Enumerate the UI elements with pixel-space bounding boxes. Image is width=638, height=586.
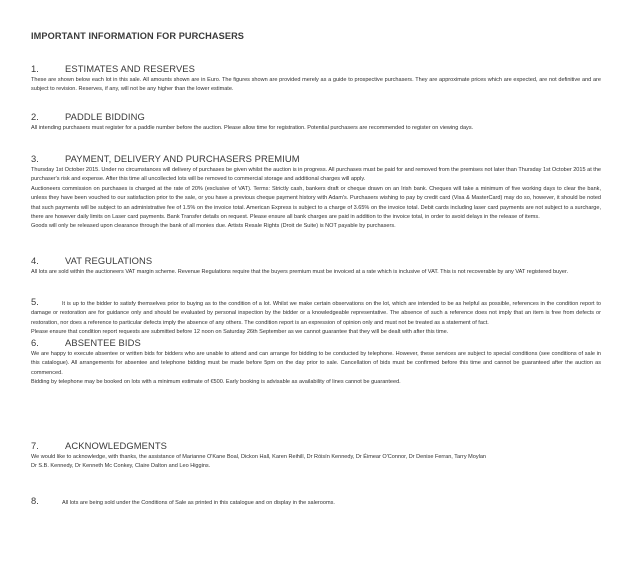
section-number: 7. xyxy=(31,440,39,451)
section-paddle-bidding xyxy=(31,111,601,133)
section-number: 5. xyxy=(31,296,39,307)
section-title: VAT REGULATIONS xyxy=(65,255,153,266)
paragraph xyxy=(31,496,601,508)
paragraph: All intending purchasers must register for a paddle number before the auction. Please allow time for registration. Potential purchasers are recommended to register on viewing days. xyxy=(31,125,474,131)
section-title: ACKNOWLEDGMENTS xyxy=(65,440,168,451)
section-acknowledgments xyxy=(31,440,601,472)
section-body xyxy=(31,350,601,388)
paragraph: All lots are sold within the auctioneers VAT margin scheme. Revenue Regulations require that the buyers premium must be invoiced at a rate which is inclusive of VAT. This is not recoverable by any VAT registered buyer. xyxy=(31,269,569,275)
section-heading xyxy=(31,255,601,267)
section-condition-reports xyxy=(31,297,601,338)
section-heading xyxy=(31,63,601,75)
paragraph: Thursday 1st October 2015. Under no circumstances will delivery of purchases be given whilst the auction is in progress. All purchases must be paid for and removed from the premises not later than Thursday 1st October 2015 at the purchaser's risk and expense. After this time all uncollected lots will be removed to commercial storage and additional charges will apply. xyxy=(31,167,601,183)
section-heading xyxy=(31,337,601,349)
section-number: 2. xyxy=(31,111,39,122)
paragraph-text: All lots are being sold under the Conditions of Sale as printed in this catalogue and on display in the salerooms. xyxy=(62,500,335,506)
document-page xyxy=(31,30,601,42)
paragraph: Dr S.B. Kennedy, Dr Kenneth Mc Conkey, Claire Dalton and Leo Higgins. xyxy=(31,463,211,470)
section-number: 3. xyxy=(31,153,39,164)
section-number: 1. xyxy=(31,63,39,74)
paragraph-text: It is up to the bidder to satisfy themselves prior to buying as to the condition of a lot. Whilst we make certain observations on the lot, which are intended to be as helpful as possible, references in the condition report to damage or restoration are for guidance only and should be evaluated by personal inspection by the bidder or a knowledgeable representative. The absence of such a reference does not imply that an item is free from defects or restoration, nor does a reference to particular defects imply the absence of any others. The condition report is an expression of opinion only and must not be treated as a statement of fact. xyxy=(31,301,601,326)
section-body xyxy=(31,268,601,277)
section-number: 4. xyxy=(31,255,39,266)
section-body xyxy=(31,297,601,338)
section-title: PADDLE BIDDING xyxy=(65,111,145,122)
section-title: ABSENTEE BIDS xyxy=(65,337,141,348)
paragraph: Auctioneers commission on purchases is charged at the rate of 20% (exclusive of VAT). Terms: Strictly cash, bankers draft or cheque drawn on an Irish bank. Cheques will take a minimum of five working days to clear the bank, unless they have been vouched to our satisfaction prior to the sale, or you have a previous cheque payment history with Adam's. Purchasers wishing to pay by credit card (Visa & MasterCard) may do so, however, it should be noted that such payments will be subject to an administrative fee of 1.5% on the invoice total. American Express is subject to a charge of 3.65% on the invoice total. Debit cards including laser card payments are not subject to a surcharge, there are however daily limits on Laser card payments. Bank Transfer details on request. Please ensure all bank charges are paid in addition to the invoice total, in order to avoid delays in the release of items. xyxy=(31,185,601,221)
paragraph: Please ensure that condition report requests are submitted before 12 noon on Saturday 26th September as we cannot guarantee that they will be dealt with after this time. xyxy=(31,329,449,336)
section-number: 6. xyxy=(31,337,39,348)
section-body xyxy=(31,453,601,472)
section-body xyxy=(31,124,601,133)
section-estimates xyxy=(31,63,601,95)
document-title: IMPORTANT INFORMATION FOR PURCHASERS xyxy=(31,31,245,41)
paragraph: Bidding by telephone may be booked on lots with a minimum estimate of €500. Early booking is advisable as availability of lines cannot be guaranteed. xyxy=(31,379,401,386)
paragraph: We would like to acknowledge, with thanks, the assistance of Marianne O'Kane Boal, Dickon Hall, Karen Reihill, Dr Róisín Kennedy, Dr Éimear O'Connor, Dr Denise Ferran, Tarry Moylan xyxy=(31,454,487,460)
section-heading xyxy=(31,440,601,452)
paragraph: We are happy to execute absentee or written bids for bidders who are unable to attend and can arrange for bidding to be conducted by telephone. However, these services are subject to special conditions (see conditions of sale in this catalogue). All arrangements for absentee and telephone bidding must be made before 5pm on the day prior to sale. Cancellation of bids must be confirmed before this time and cannot be guaranteed after the auction as commenced. xyxy=(31,351,601,376)
paragraph xyxy=(31,297,601,328)
section-body xyxy=(31,76,601,95)
section-title: PAYMENT, DELIVERY AND PURCHASERS PREMIUM xyxy=(65,153,300,164)
section-absentee-bids xyxy=(31,337,601,388)
section-payment xyxy=(31,153,601,232)
section-heading xyxy=(31,111,601,123)
section-heading xyxy=(31,153,601,165)
paragraph: These are shown below each lot in this sale. All amounts shown are in Euro. The figures shown are provided merely as a guide to prospective purchasers. They are approximate prices which are expected, are not definitive and are subject to revision. Reserves, if any, will not be any higher than the lower estimate. xyxy=(31,77,601,93)
section-body xyxy=(31,496,601,508)
paragraph: Goods will only be released upon clearance through the bank of all monies due. Artists Resale Rights (Droit de Suite) is NOT payable by purchasers. xyxy=(31,223,396,230)
section-vat xyxy=(31,255,601,277)
section-conditions-of-sale xyxy=(31,496,601,508)
section-body xyxy=(31,166,601,232)
section-number: 8. xyxy=(31,495,39,506)
section-title: ESTIMATES AND RESERVES xyxy=(65,63,196,74)
